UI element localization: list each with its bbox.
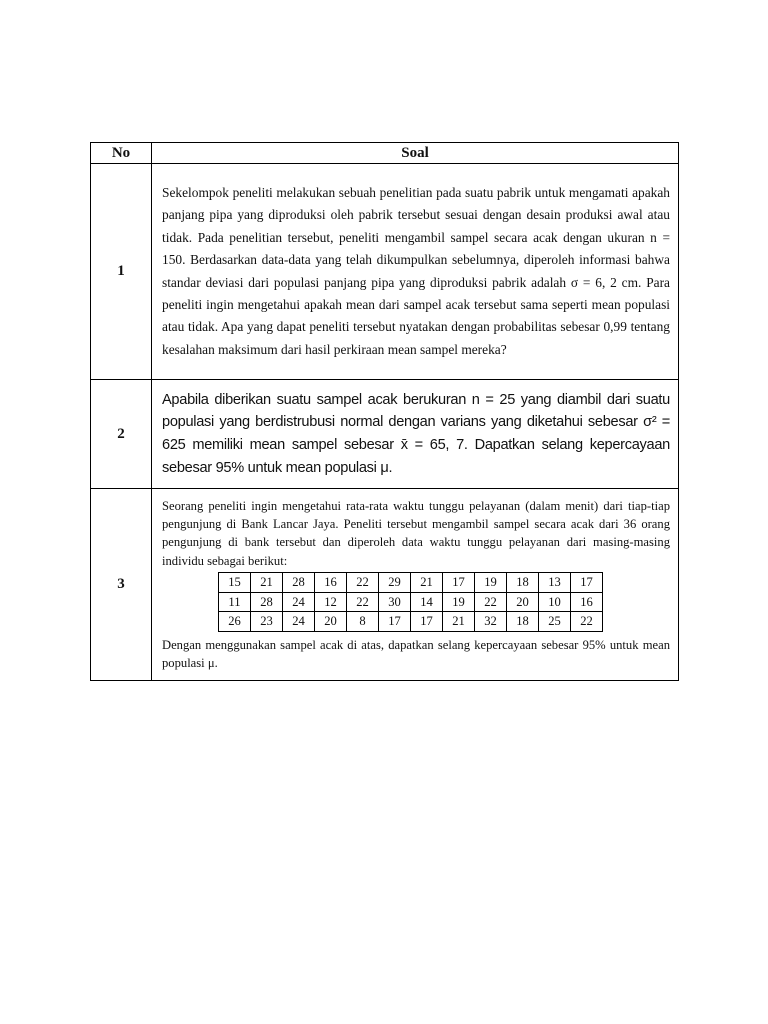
data-row	[219, 612, 603, 631]
data-value: 22	[347, 573, 379, 592]
question-intro: Seorang peneliti ingin mengetahui rata-rata waktu tunggu pelayanan (dalam menit) dari tiap-tiap pengunjung di Bank Lancar Jaya. Peneliti tersebut mengambil sampel secara acak dari 36 orang pengunjung di bank tersebut dan diperoleh data waktu tunggu pelayanan dari masing-masing individu sebagai berikut:	[162, 498, 670, 568]
data-value: 26	[219, 612, 251, 631]
data-value: 21	[411, 573, 443, 592]
question-table	[90, 142, 679, 681]
data-value: 17	[379, 612, 411, 631]
question-text: Apabila diberikan suatu sampel acak berukuran n = 25 yang diambil dari suatu populasi yang berdistrubusi normal dengan varians yang diketahui sebesar σ² = 625 memiliki mean sampel sebesar x̄ = 65, 7. Dapatkan selang kepercayaan sebesar 95% untuk mean populasi μ.	[162, 391, 670, 476]
data-value: 24	[283, 612, 315, 631]
data-value: 22	[571, 612, 603, 631]
question-row-3	[91, 489, 679, 681]
data-value: 20	[507, 592, 539, 611]
data-value: 25	[539, 612, 571, 631]
question-text: Sekelompok peneliti melakukan sebuah penelitian pada suatu pabrik untuk mengamati apakah panjang pipa yang diproduksi oleh pabrik tersebut sesuai dengan desain produksi awal atau tidak. Pada penelitian tersebut, peneliti mengambil sampel secara acak dengan ukuran n = 150. Berdasarkan data-data yang telah dikumpulkan sebelumnya, diperoleh informasi bahwa standar deviasi dari populasi panjang pipa yang diproduksi pabrik adalah σ = 6, 2 cm. Para peneliti ingin mengetahui apakah mean dari sampel acak tersebut sama seperti mean populasi atau tidak. Apa yang dapat peneliti tersebut nyatakan dengan probabilitas sebesar 0,99 tentang kesalahan maksimum dari hasil perkiraan mean sampel mereka?	[162, 184, 670, 357]
data-value: 18	[507, 573, 539, 592]
waiting-time-data-grid	[218, 572, 603, 631]
data-value: 19	[443, 592, 475, 611]
question-row-2	[91, 380, 679, 489]
data-value: 11	[219, 592, 251, 611]
data-value: 24	[283, 592, 315, 611]
data-value: 22	[347, 592, 379, 611]
data-value: 17	[571, 573, 603, 592]
data-value: 17	[443, 573, 475, 592]
question-row-1	[91, 164, 679, 380]
data-value: 15	[219, 573, 251, 592]
question-number: 3	[91, 489, 152, 681]
data-value: 23	[251, 612, 283, 631]
data-row	[219, 592, 603, 611]
question-number: 1	[91, 164, 152, 380]
data-value: 22	[475, 592, 507, 611]
data-value: 13	[539, 573, 571, 592]
data-value: 18	[507, 612, 539, 631]
data-row	[219, 573, 603, 592]
data-value: 16	[315, 573, 347, 592]
data-value: 16	[571, 592, 603, 611]
question-number: 2	[91, 380, 152, 489]
data-value: 20	[315, 612, 347, 631]
table-header-row	[91, 143, 679, 164]
data-value: 19	[475, 573, 507, 592]
data-value: 12	[315, 592, 347, 611]
exercise-sheet	[90, 142, 678, 681]
data-value: 21	[251, 573, 283, 592]
question-cell	[152, 380, 679, 489]
data-value: 21	[443, 612, 475, 631]
data-value: 32	[475, 612, 507, 631]
header-soal: Soal	[152, 143, 679, 164]
data-value: 14	[411, 592, 443, 611]
question-cell	[152, 164, 679, 380]
data-value: 30	[379, 592, 411, 611]
data-value: 17	[411, 612, 443, 631]
question-outro: Dengan menggunakan sampel acak di atas, dapatkan selang kepercayaan sebesar 95% untuk mean populasi μ.	[162, 637, 670, 670]
data-value: 28	[251, 592, 283, 611]
data-value: 10	[539, 592, 571, 611]
data-value: 8	[347, 612, 379, 631]
data-value: 29	[379, 573, 411, 592]
data-value: 28	[283, 573, 315, 592]
question-cell	[152, 489, 679, 681]
header-no: No	[91, 143, 152, 164]
